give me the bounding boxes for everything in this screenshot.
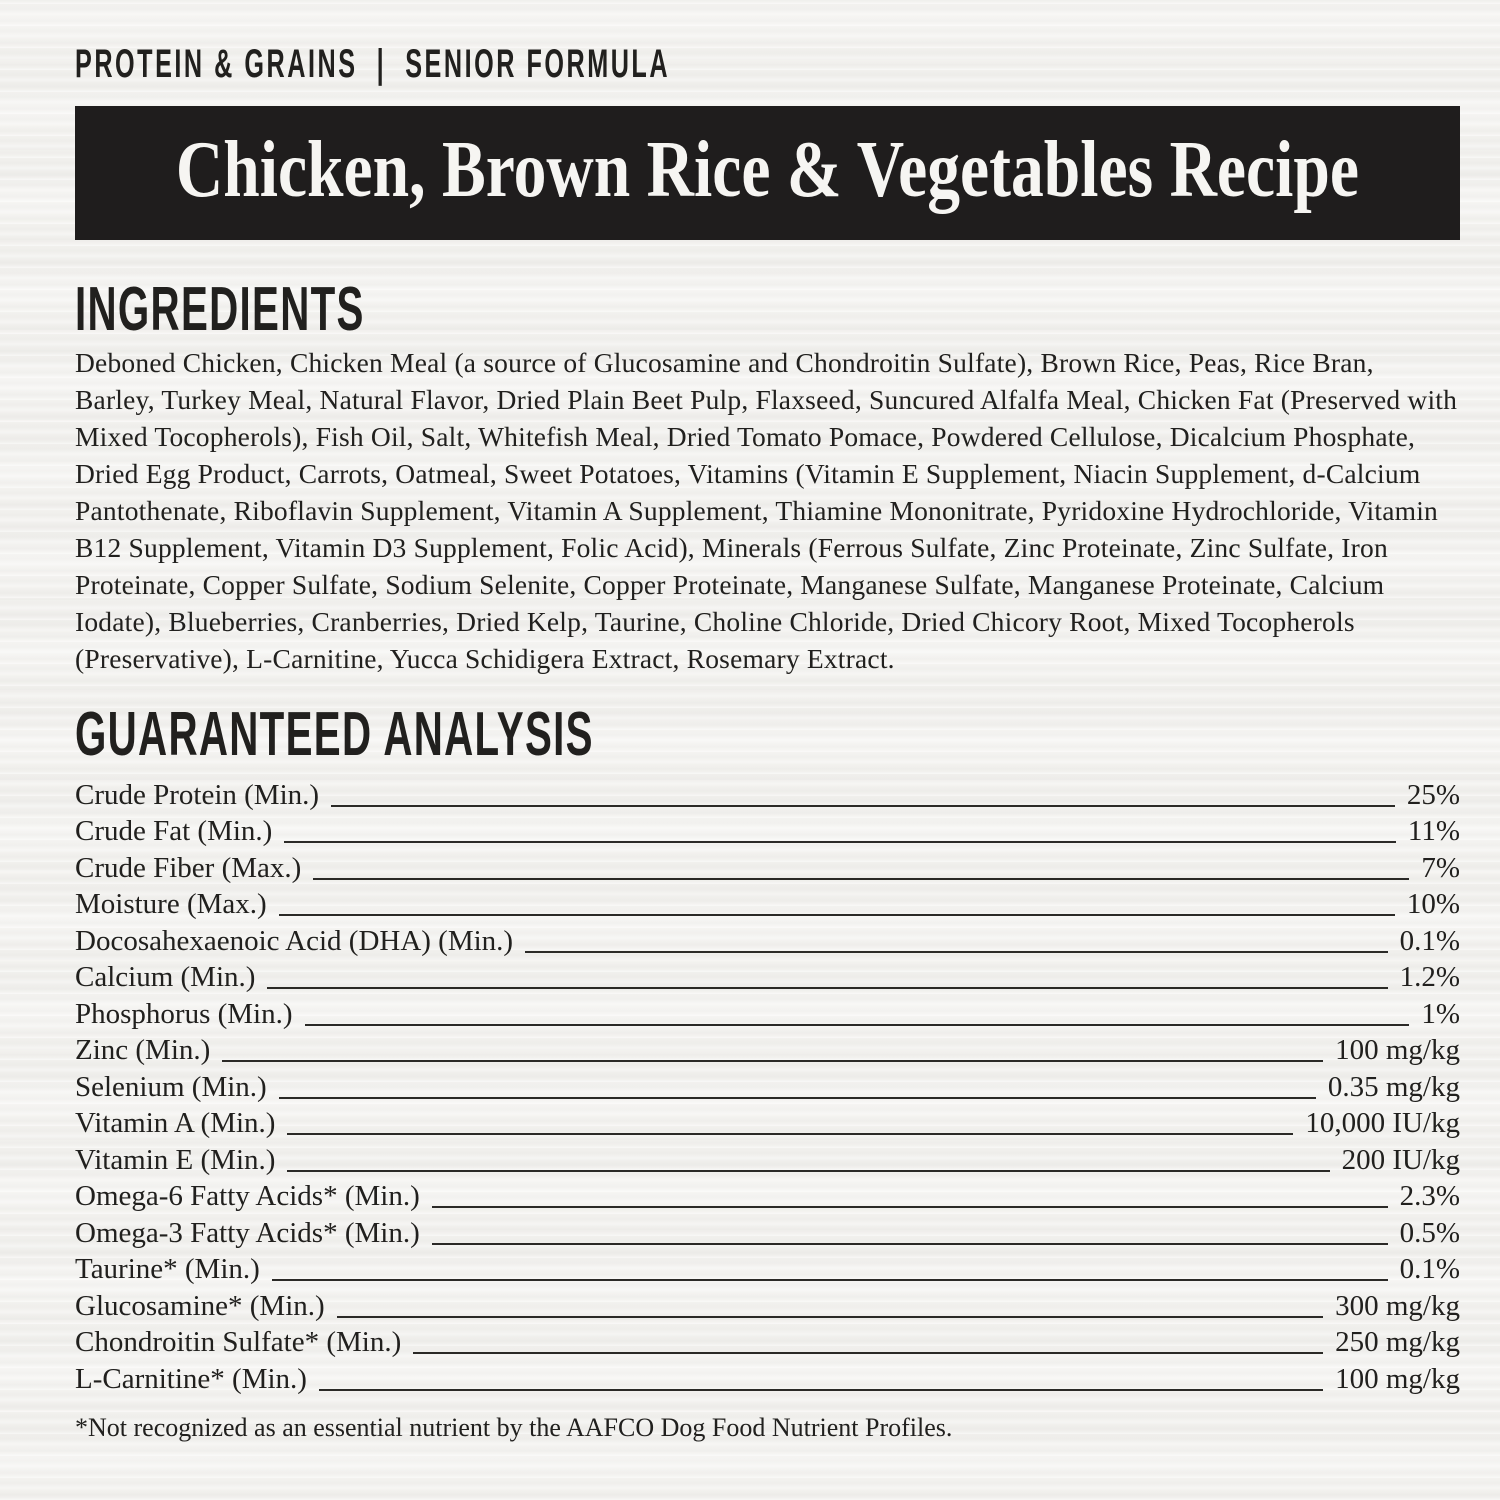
nutrient-label: Omega-3 Fatty Acids* (Min.) (75, 1216, 420, 1249)
nutrient-label: Docosahexaenoic Acid (DHA) (Min.) (75, 924, 514, 957)
nutrient-label: Vitamin A (Min.) (75, 1107, 276, 1139)
nutrient-value: 0.1% (1399, 924, 1460, 957)
nutrient-value: 100 mg/kg (1335, 1362, 1460, 1395)
leader-line (279, 1097, 1316, 1099)
nutrient-value: 0.5% (1399, 1216, 1460, 1249)
analysis-row (75, 1359, 1460, 1396)
nutrient-label: Taurine* (Min.) (75, 1253, 260, 1285)
nutrient-value: 100 mg/kg (1335, 1034, 1460, 1066)
analysis-row (75, 1250, 1460, 1287)
nutrient-label: Omega-6 Fatty Acids* (Min.) (75, 1180, 420, 1212)
analysis-row (75, 1104, 1460, 1141)
nutrient-label: Glucosamine* (Min.) (75, 1289, 325, 1322)
nutrient-label: Crude Protein (Min.) (75, 778, 320, 811)
analysis-row (75, 1067, 1460, 1104)
nutrient-label: Crude Fiber (Max.) (75, 851, 302, 884)
leader-line (313, 878, 1409, 880)
leader-line (287, 1170, 1329, 1172)
nutrient-label: L-Carnitine* (Min.) (75, 1362, 307, 1395)
leader-line (222, 1060, 1323, 1062)
analysis-row (75, 1031, 1460, 1068)
analysis-row (75, 1286, 1460, 1323)
nutrient-value: 250 mg/kg (1335, 1326, 1460, 1358)
analysis-row (75, 994, 1460, 1031)
nutrient-value: 1% (1421, 997, 1460, 1030)
leader-line (279, 914, 1395, 916)
nutrient-label: Zinc (Min.) (75, 1034, 211, 1066)
nutrient-value: 25% (1406, 778, 1460, 811)
leader-line (413, 1352, 1323, 1354)
guaranteed-analysis-table (75, 775, 1460, 1396)
nutrient-value: 11% (1407, 815, 1460, 847)
nutrient-label: Phosphorus (Min.) (75, 997, 293, 1030)
leader-line (331, 805, 1395, 807)
analysis-row (75, 1140, 1460, 1177)
nutrient-value: 0.1% (1399, 1253, 1460, 1285)
nutrient-value: 300 mg/kg (1335, 1289, 1460, 1322)
nutrient-value: 0.35 mg/kg (1327, 1070, 1460, 1103)
guaranteed-analysis-heading: GUARANTEED ANALYSIS (75, 700, 594, 769)
analysis-row (75, 1323, 1460, 1360)
analysis-row (75, 1213, 1460, 1250)
analysis-row (75, 775, 1460, 812)
leader-line (337, 1316, 1323, 1318)
recipe-title-banner (75, 106, 1460, 240)
nutrient-value: 10% (1406, 888, 1460, 920)
leader-line (432, 1206, 1388, 1208)
leader-line (287, 1133, 1293, 1135)
leader-line (319, 1389, 1323, 1391)
leader-line (525, 951, 1387, 953)
leader-line (284, 841, 1396, 843)
leader-line (305, 1024, 1410, 1026)
leader-line (272, 1279, 1388, 1281)
recipe-title: Chicken, Brown Rice & Vegetables Recipe (175, 126, 1360, 214)
nutrient-value: 10,000 IU/kg (1305, 1107, 1460, 1139)
nutrient-label: Selenium (Min.) (75, 1070, 267, 1103)
nutrient-value: 1.2% (1399, 961, 1460, 993)
analysis-row (75, 1177, 1460, 1214)
nutrient-label: Calcium (Min.) (75, 961, 256, 993)
nutrient-value: 2.3% (1399, 1180, 1460, 1212)
ingredients-text: Deboned Chicken, Chicken Meal (a source of Glucosamine and Chondroitin Sulfate), Brown Rice, Peas, Rice Bran, Barley, Turkey Meal, Natural Flavor, Dried Plain Beet Pulp, Flaxseed, Suncured Alfalfa Meal, Chicken Fat (Preserved with Mixed Tocopherols), Fish Oil, Salt, Whitefish Meal, Dried Tomato Pomace, Powdered Cellulose, Dicalcium Phosphate, Dried Egg Product, Carrots, Oatmeal, Sweet Potatoes, Vitamins (Vitamin E Supplement, Niacin Supplement, d-Calcium Pantothenate, Riboflavin Supplement, Vitamin A Supplement, Thiamine Mononitrate, Pyridoxine Hydrochloride, Vitamin B12 Supplement, Vitamin D3 Supplement, Folic Acid), Minerals (Ferrous Sulfate, Zinc Proteinate, Zinc Sulfate, Iron Proteinate, Copper Sulfate, Sodium Selenite, Copper Proteinate, Manganese Sulfate, Manganese Proteinate, Calcium Iodate), Blueberries, Cranberries, Dried Kelp, Taurine, Choline Chloride, Dried Chicory Root, Mixed Tocopherols (Preservative), L-Carnitine, Yucca Schidigera Extract, Rosemary Extract. (75, 347, 1458, 674)
analysis-row (75, 958, 1460, 995)
formula-eyebrow: PROTEIN & GRAINS | SENIOR FORMULA (75, 42, 671, 86)
leader-line (267, 987, 1387, 989)
analysis-row (75, 885, 1460, 922)
analysis-row (75, 848, 1460, 885)
nutrient-label: Chondroitin Sulfate* (Min.) (75, 1326, 402, 1358)
nutrient-label: Moisture (Max.) (75, 888, 267, 920)
aafco-footnote: *Not recognized as an essential nutrient by the AAFCO Dog Food Nutrient Profiles. (75, 1412, 953, 1442)
analysis-row (75, 921, 1460, 958)
analysis-row (75, 812, 1460, 849)
ingredients-heading: INGREDIENTS (75, 275, 365, 344)
nutrient-label: Vitamin E (Min.) (75, 1143, 276, 1176)
nutrient-label: Crude Fat (Min.) (75, 815, 273, 847)
nutrient-value: 7% (1421, 851, 1460, 884)
nutrient-value: 200 IU/kg (1341, 1143, 1460, 1176)
leader-line (432, 1243, 1388, 1245)
